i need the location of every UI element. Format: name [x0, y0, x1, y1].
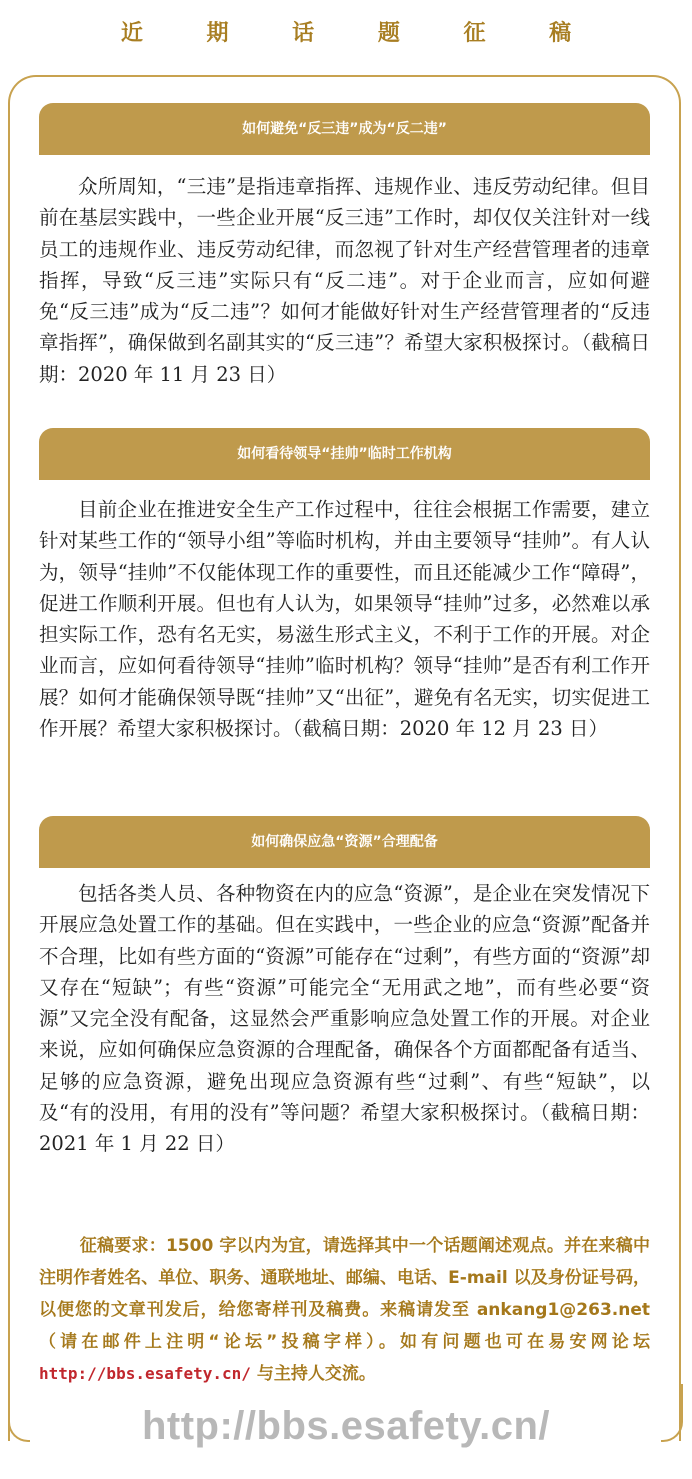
topic-body-1: 众所周知，“三违”是指违章指挥、违规作业、违反劳动纪律。但目前在基层实践中，一些企业开展“反三违”工作时，却仅仅关注针对一线员工的违规作业、违反劳动纪律，而忽视了针对生产经营管理者的违章指挥，导致“反三违”实际只有“反二违”。对于企业而言，应如何避免“反三违”成为“反二违”？如何才能做好针对生产经营管理者的“反违章指挥”，确保做到名副其实的“反三违”？希望大家积极探讨。（截稿日期：2020 年 11 月 23 日） — [39, 175, 650, 386]
topic-body-3: 包括各类人员、各种物资在内的应急“资源”，是企业在突发情况下开展应急处置工作的基础。但在实践中，一些企业的应急“资源”配备并不合理，比如有些方面的“资源”可能存在“过剩”，有些方面的“资源”却又存在“短缺”；有些“资源”可能完全“无用武之地”，而有些必要“资源”又完全没有配备，这显然会严重影响应急处置工作的开展。对企业来说，应如何确保应急资源的合理配备，确保各个方面都配备有适当、足够的应急资源，避免出现应急资源有些“过剩”、有些“短缺”，以及“有的没用，有用的没有”等问题？希望大家积极探讨。（截稿日期：2021 年 1 月 22 日） — [39, 882, 650, 1156]
topic-heading-1: 如何避免“反三违”成为“反二违” — [39, 103, 650, 155]
topic-heading-3: 如何确保应急“资源”合理配备 — [39, 816, 650, 868]
watermark-url: http://bbs.esafety.cn/ — [141, 1404, 551, 1448]
page-title: 近 期 话 题 征 稿 — [120, 21, 600, 46]
forum-link[interactable]: http://bbs.esafety.cn/ — [39, 1364, 251, 1383]
submission-requirements — [39, 1230, 650, 1390]
topic-body-2: 目前企业在推进安全生产工作过程中，往往会根据工作需要，建立针对某些工作的“领导小组”等临时机构，并由主要领导“挂帅”。有人认为，领导“挂帅”不仅能体现工作的重要性，而且还能减少工作“障碍”，促进工作顺利开展。但也有人认为，如果领导“挂帅”过多，必然难以承担实际工作，恐有名无实，易滋生形式主义，不利于工作的开展。对企业而言，应如何看待领导“挂帅”临时机构？领导“挂帅”是否有利工作开展？如何才能确保领导既“挂帅”又“出征”，避免有名无实，切实促进工作开展？希望大家积极探讨。（截稿日期：2020 年 12 月 23 日） — [39, 498, 650, 741]
requirements-text-end: 与主持人交流。 — [250, 1364, 376, 1384]
requirements-text: 征稿要求：1500 字以内为宜，请选择其中一个话题阐述观点。并在来稿中注明作者姓名、单位、职务、通联地址、邮编、电话、E-mail 以及身份证号码，以便您的文章刊发后，给您寄样刊及稿费。来稿请发至 ankang1@263.net（请在邮件上注明“论坛”投稿字样）。如有问题也可在易安网论坛 — [39, 1236, 650, 1352]
topic-heading-2: 如何看待领导“挂帅”临时工作机构 — [39, 428, 650, 480]
